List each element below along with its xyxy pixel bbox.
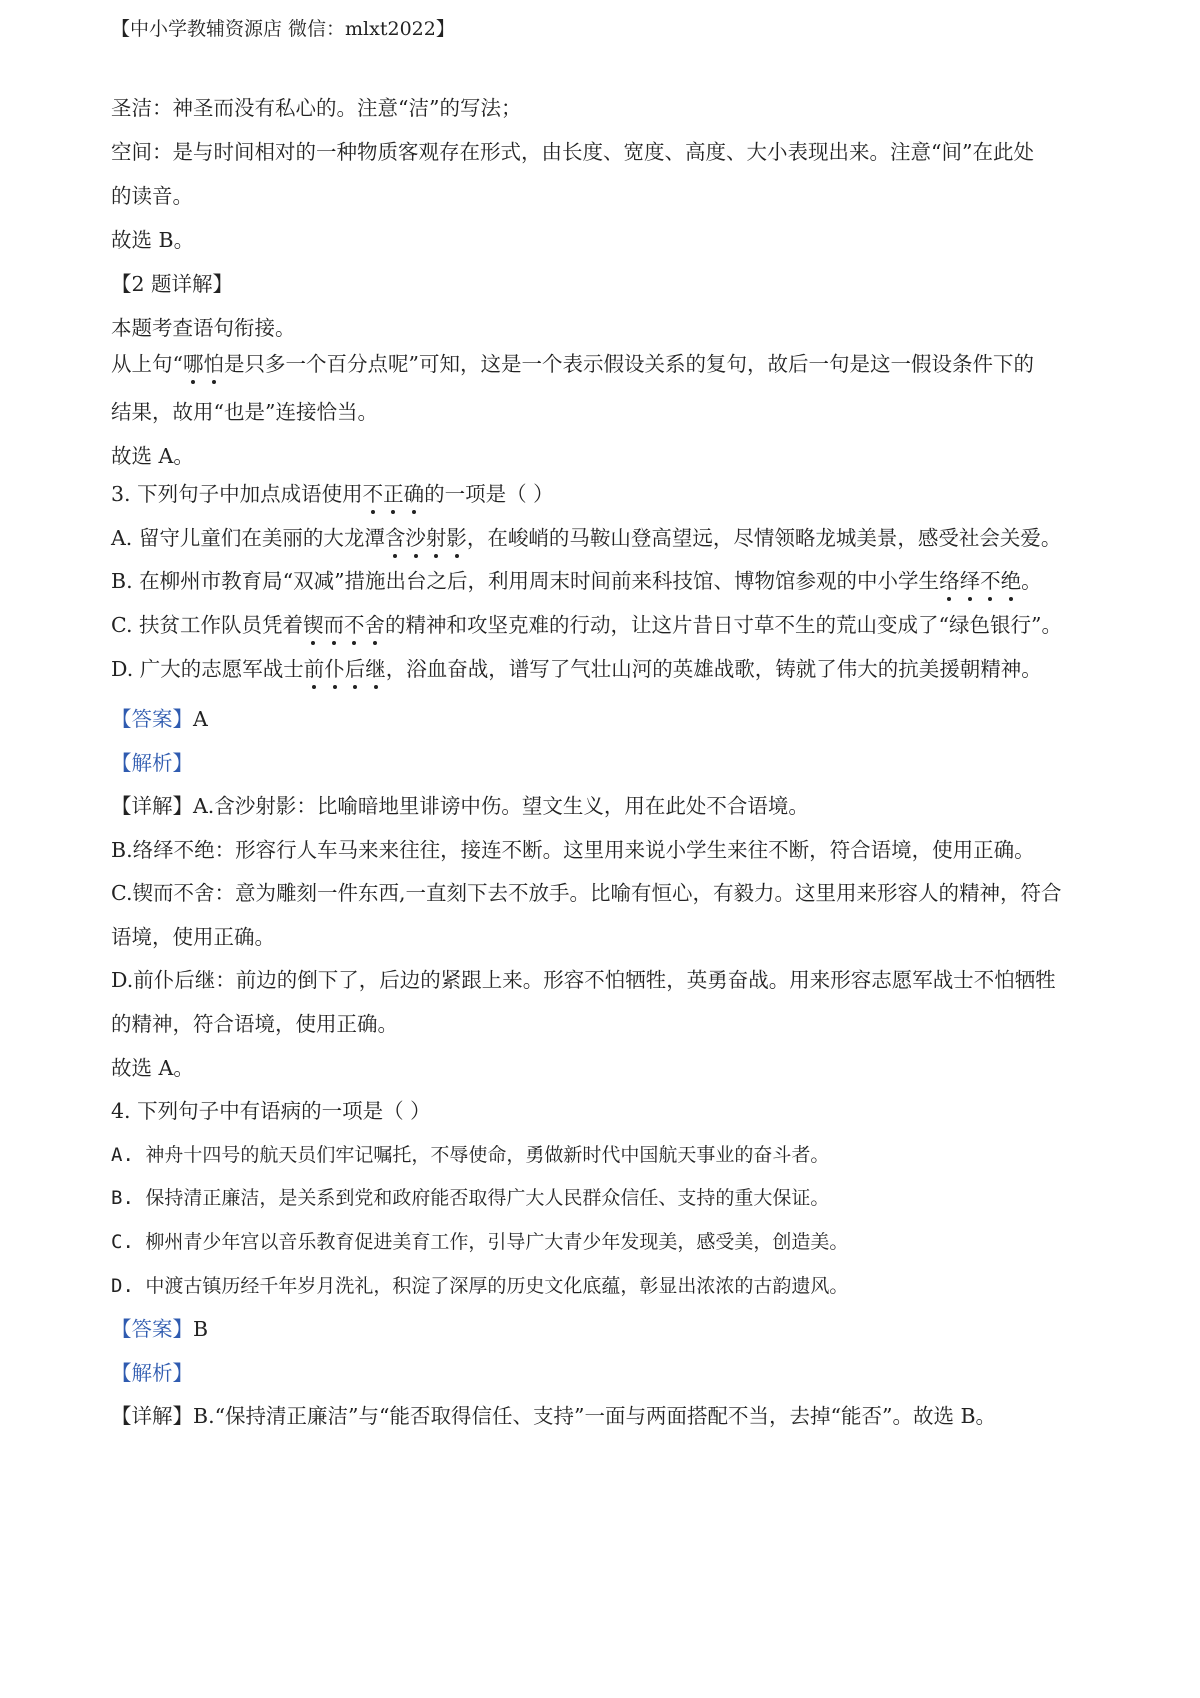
emphasis-dot-char: 哪 xyxy=(182,352,204,376)
q3-stem: 3. 下列句子中加点成语使用不正确的一项是（ ） xyxy=(111,482,554,506)
q4-answer xyxy=(111,1315,208,1343)
emphasis-dot-char: 络 xyxy=(939,569,960,593)
q3-detail-line: C.锲而不舍：意为雕刻一件东西,一直刻下去不放手。比喻有恒心，有毅力。这里用来形容人的精神，符合 xyxy=(111,881,1062,905)
emphasis-dot-char: 不 xyxy=(362,482,384,506)
q4-option-c: C. 柳州青少年宫以音乐教育促进美育工作，引导广大青少年发现美，感受美，创造美。 xyxy=(111,1231,849,1253)
emphasis-dot-char: 影 xyxy=(446,526,467,550)
q4-option-d: D. 中渡古镇历经千年岁月洗礼，积淀了深厚的历史文化底蕴，彰显出浓浓的古韵遗风。 xyxy=(111,1275,849,1297)
emphasis-dot-char: 射 xyxy=(425,526,447,550)
q1-explanation-line: 的读音。 xyxy=(111,184,193,208)
emphasis-dot-char: 沙 xyxy=(405,526,426,550)
emphasis-dot-char: 不 xyxy=(344,613,365,637)
emphasis-dot-char: 确 xyxy=(403,482,425,506)
answer-value: B xyxy=(193,1317,209,1341)
q3-analysis-label: 【解析】 xyxy=(111,751,193,775)
emphasis-dot-char: 舍 xyxy=(364,613,385,637)
q1-explanation-line: 圣洁：神圣而没有私心的。注意“洁”的写法； xyxy=(111,96,522,120)
q2-conclusion: 故选 A。 xyxy=(111,444,194,468)
emphasis-dot-char: 锲 xyxy=(303,613,324,637)
q2-line: 从上句“哪怕是只多一个百分点呢”可知，这是一个表示假设关系的复句，故后一句是这一假设条件下的 xyxy=(111,352,1034,376)
answer-label: 【答案】 xyxy=(111,707,193,731)
q3-option-b: B. 在柳州市教育局“双减”措施出台之后，利用周末时间前来科技馆、博物馆参观的中小学生络绎不绝。 xyxy=(111,569,1042,593)
q2-line: 本题考查语句衔接。 xyxy=(111,316,296,340)
q4-detail: 【详解】B.“保持清正廉洁”与“能否取得信任、支持”一面与两面搭配不当，去掉“能否”。故选 B。 xyxy=(111,1404,997,1428)
q3-detail-line: D.前仆后继：前边的倒下了，后边的紧跟上来。形容不怕牺牲，英勇奋战。用来形容志愿军战士不怕牺牲 xyxy=(111,968,1056,992)
answer-label: 【答案】 xyxy=(111,1317,193,1341)
q4-analysis-label: 【解析】 xyxy=(111,1361,193,1385)
q3-conclusion: 故选 A。 xyxy=(111,1056,194,1080)
emphasis-dot-char: 怕 xyxy=(203,352,224,376)
q3-answer xyxy=(111,705,208,733)
q3-option-c: C. 扶贫工作队员凭着锲而不舍的精神和攻坚克难的行动，让这片昔日寸草不生的荒山变成了“绿色银行”。 xyxy=(111,613,1062,637)
q4-option-b: B. 保持清正廉洁，是关系到党和政府能否取得广大人民群众信任、支持的重大保证。 xyxy=(111,1187,830,1209)
emphasis-dot-char: 正 xyxy=(383,482,404,506)
q4-option-a: A. 神舟十四号的航天员们牢记嘱托，不辱使命，勇做新时代中国航天事业的奋斗者。 xyxy=(111,1144,830,1166)
q3-detail-line: 的精神，符合语境，使用正确。 xyxy=(111,1012,398,1036)
page-header: 【中小学教辅资源店 微信：mlxt2022】 xyxy=(111,18,455,40)
emphasis-dot-char: 绎 xyxy=(959,569,981,593)
answer-value: A xyxy=(193,707,208,731)
q3-detail-line: 【详解】A.含沙射影：比喻暗地里诽谤中伤。望文生义，用在此处不合语境。 xyxy=(111,794,809,818)
q3-detail-line: 语境，使用正确。 xyxy=(111,925,275,949)
q2-heading: 【2 题详解】 xyxy=(111,272,234,296)
q2-line: 结果，故用“也是”连接恰当。 xyxy=(111,400,378,424)
q4-stem: 4. 下列句子中有语病的一项是（ ） xyxy=(111,1099,431,1123)
emphasis-dot-char: 而 xyxy=(323,613,344,637)
emphasis-dot-char: 绝 xyxy=(1000,569,1022,593)
emphasis-dot-char: 仆 xyxy=(324,657,345,681)
emphasis-dot-char: 不 xyxy=(980,569,1001,593)
q1-conclusion: 故选 B。 xyxy=(111,228,195,252)
q3-option-a: A. 留守儿童们在美丽的大龙潭含沙射影，在峻峭的马鞍山登高望远，尽情领略龙城美景，感受社会关爱。 xyxy=(111,526,1062,550)
emphasis-dot-char: 后 xyxy=(344,657,366,681)
emphasis-dot-char: 前 xyxy=(303,657,325,681)
q3-detail-line: B.络绎不绝：形容行人车马来来往往，接连不断。这里用来说小学生来往不断，符合语境，使用正确。 xyxy=(111,838,1035,862)
q1-explanation-line: 空间：是与时间相对的一种物质客观存在形式，由长度、宽度、高度、大小表现出来。注意“间”在此处 xyxy=(111,140,1034,164)
emphasis-dot-char: 含 xyxy=(384,526,406,550)
q3-option-d: D. 广大的志愿军战士前仆后继，浴血奋战，谱写了气壮山河的英雄战歌，铸就了伟大的抗美援朝精神。 xyxy=(111,657,1042,681)
emphasis-dot-char: 继 xyxy=(365,657,386,681)
